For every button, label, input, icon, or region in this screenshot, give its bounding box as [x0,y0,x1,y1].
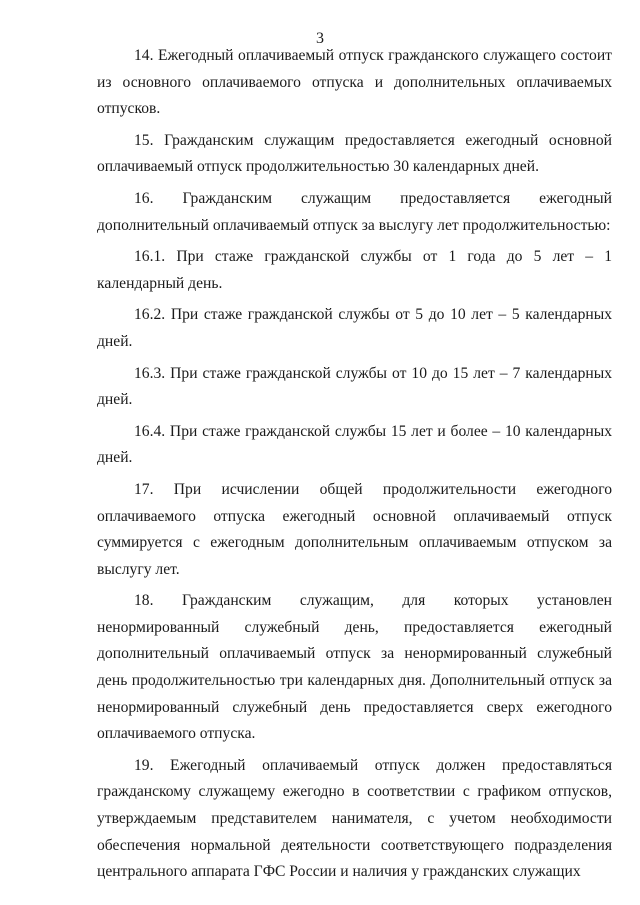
document-body [97,43,612,891]
paragraph-17: 17. При исчислении общей продолжительности ежегодного оплачиваемого отпуска ежегодный основной оплачиваемый отпуск суммируется с ежегодным дополнительным оплачиваемым отпуском за выслугу лет. [97,480,612,578]
paragraph-16: 16. Гражданским служащим предоставляется ежегодный дополнительный оплачиваемый отпуск за выслугу лет продолжительностью: [97,189,612,234]
paragraph-16-4: 16.4. При стаже гражданской службы 15 лет и более – 10 календарных дней. [97,422,612,467]
paragraph-16-3: 16.3. При стаже гражданской службы от 10 до 15 лет – 7 календарных дней. [97,364,612,409]
paragraph-16-1: 16.1. При стаже гражданской службы от 1 года до 5 лет – 1 календарный день. [97,248,612,292]
page-number: 3 [316,30,324,47]
paragraph-14: 14. Ежегодный оплачиваемый отпуск гражданского служащего состоит из основного оплачиваемого отпуска и дополнительных оплачиваемых отпусков. [97,47,612,118]
paragraph-15: 15. Гражданским служащим предоставляется ежегодный основной оплачиваемый отпуск продолжительностью 30 календарных дней. [97,131,612,176]
paragraph-18: 18. Гражданским служащим, для которых установлен ненормированный служебный день, предоставляется ежегодный дополнительный оплачиваемый отпуск за ненормированный служебный день продолжительностью три календарных дня. Дополнительный отпуск за ненормированный служебный день предоставляется сверх ежегодного оплачиваемого отпуска. [97,592,612,743]
paragraph-16-2: 16.2. При стаже гражданской службы от 5 до 10 лет – 5 календарных дней. [97,306,612,350]
paragraph-19: 19. Ежегодный оплачиваемый отпуск должен предоставляться гражданскому служащему ежегодно в соответствии с графиком отпусков, утверждаемым представителем нанимателя, с учетом необходимости обеспечения нормальной деятельности соответствующего подразделения центрального аппарата ГФС России и наличия у гражданских служащих [97,756,612,881]
